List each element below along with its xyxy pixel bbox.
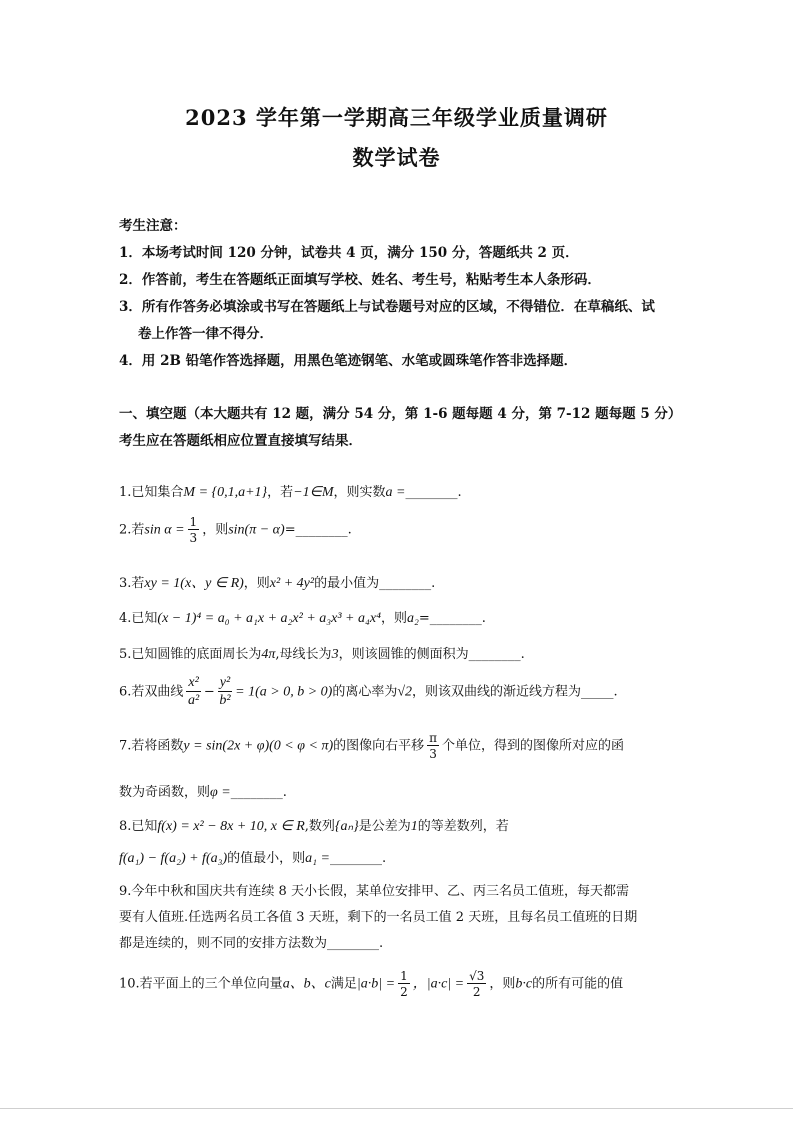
question-1: 1.已知集合M = {0,1,a+1}，若−1∈M，则实数a =________. xyxy=(119,485,462,500)
question-6: 6.若双曲线 $\frac{\text{x²}}{\text{a²}}$ − $\frac{\text{y²}}{\text{b²}}$ = 1(a > 0, b > 0)的离心率为√2，则该双曲线的渐近线方程为_____. xyxy=(119,675,618,708)
question-2: 2.若sin α = $\frac{1}{3}$ ，则sin(π − α)=________. xyxy=(119,515,352,545)
fraction: $\frac{1}{2}$ xyxy=(400,969,408,999)
section-instruction: 考生应在答题纸相应位置直接填写结果． xyxy=(119,433,362,449)
fraction: $\frac{\text{y²}}{\text{b²}}$ xyxy=(219,675,231,708)
notice-item-3-cont: 卷上作答一律不得分． xyxy=(138,326,273,342)
notice-item-1: 1．本场考试时间 120 分钟，试卷共 4 页，满分 150 分，答题纸共 2 页． xyxy=(119,245,579,261)
notice-item-3: 3．所有作答务必填涂或书写在答题纸上与试卷题号对应的区域，不得错位．在草稿纸、试 xyxy=(119,299,655,315)
notice-heading: 考生注意： xyxy=(119,218,187,234)
notice-item-2: 2．作答前，考生在答题纸正面填写学校、姓名、考生号，粘贴考生本人条形码． xyxy=(119,272,601,288)
question-10: 10.若平面上的三个单位向量a、b、c满足|a·b| = $\frac{1}{2}$ ，|a·c| = $\frac{√3}{2}$ ，则b·c的所有可能的值 xyxy=(119,969,624,999)
notice-item-4: 4．用 2B 铅笔作答选择题，用黑色笔迹钢笔、水笔或圆珠笔作答非选择题． xyxy=(119,353,578,369)
exam-subtitle: 数学试卷 xyxy=(352,145,441,170)
section-heading: 一、填空题（本大题共有 12 题，满分 54 分，第 1-6 题每题 4 分，第 7-12 题每题 5 分） xyxy=(119,406,682,422)
exam-title: 2023 学年第一学期高三年级学业质量调研 xyxy=(185,105,608,130)
question-8-cont: f(a₁) − f(a₂) + f(a₃)的值最小，则a₁ =________. xyxy=(119,851,387,866)
question-9-cont-1: 要有人值班.任选两名员工各值 3 天班，剩下的一名员工值 2 天班，且每名员工值班的日期 xyxy=(119,910,638,925)
question-9-cont-2: 都是连续的，则不同的安排方法数为________. xyxy=(119,936,384,951)
question-3: 3.若xy = 1(x、y ∈ R)，则x² + 4y²的最小值为________. xyxy=(119,576,436,591)
fraction: $\frac{\text{x²}}{\text{a²}}$ xyxy=(188,675,200,708)
page-bottom-divider xyxy=(0,1108,793,1109)
fraction: $\frac{\pi}{3}$ xyxy=(429,731,438,761)
fraction: $\frac{√3}{2}$ xyxy=(469,969,485,999)
question-7-cont: 数为奇函数，则φ =________. xyxy=(119,785,287,800)
question-7: 7.若将函数y = sin(2x + φ)(0 < φ < π)的图像向右平移 $\frac{\pi}{3}$ 个单位，得到的图像所对应的函 xyxy=(119,731,625,761)
question-9: 9.今年中秋和国庆共有连续 8 天小长假，某单位安排甲、乙、丙三名员工值班，每天都需 xyxy=(119,884,629,899)
question-4: 4.已知(x − 1)⁴ = a₀ + a₁x + a₂x² + a₃x³ + a₄x⁴，则a₂=________. xyxy=(119,611,486,626)
question-8: 8.已知f(x) = x² − 8x + 10, x ∈ R,数列{aₙ}是公差为1的等差数列，若 xyxy=(119,819,509,834)
question-5: 5.已知圆锥的底面周长为4π,母线长为3，则该圆锥的侧面积为________. xyxy=(119,647,525,662)
fraction: $\frac{1}{3}$ xyxy=(189,515,198,545)
